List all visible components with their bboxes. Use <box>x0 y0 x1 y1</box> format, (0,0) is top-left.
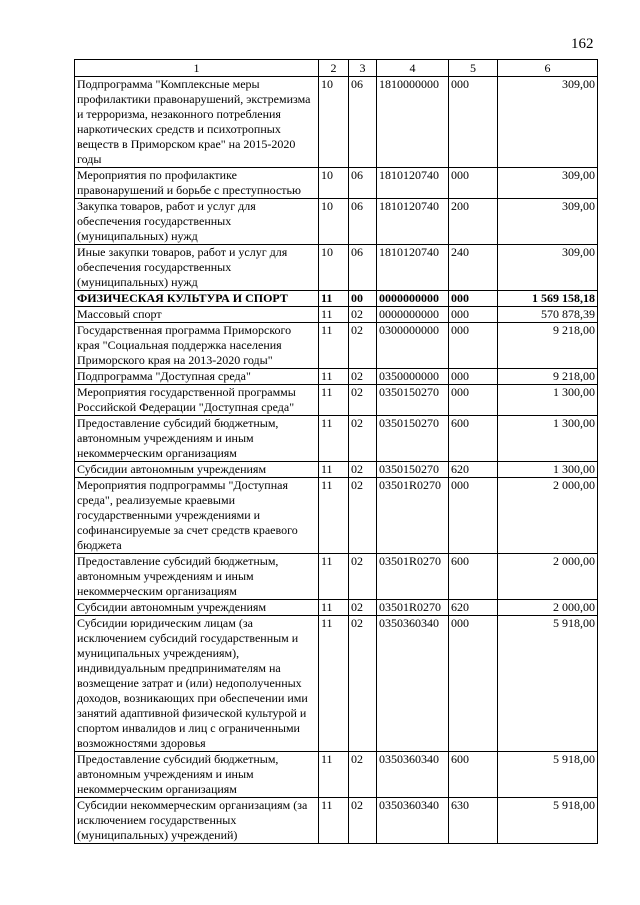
subsection-code-cell: 02 <box>349 554 377 600</box>
row-name-cell: ФИЗИЧЕСКАЯ КУЛЬТУРА И СПОРТ <box>75 291 319 307</box>
amount-cell: 309,00 <box>498 168 598 199</box>
target-article-cell: 0350360340 <box>377 752 449 798</box>
row-name-cell: Субсидии автономным учреждениям <box>75 462 319 478</box>
target-article-cell: 0350150270 <box>377 462 449 478</box>
subsection-code-cell: 02 <box>349 462 377 478</box>
amount-cell: 309,00 <box>498 245 598 291</box>
row-name-cell: Мероприятия по профилактике правонарушений и борьбе с преступностью <box>75 168 319 199</box>
amount-cell: 1 569 158,18 <box>498 291 598 307</box>
section-code-cell: 11 <box>319 752 349 798</box>
table-row <box>75 307 598 323</box>
section-code-cell: 10 <box>319 77 349 168</box>
header-cell-1: 1 <box>75 60 319 77</box>
table-row <box>75 616 598 752</box>
row-name-cell: Предоставление субсидий бюджетным, автономным учреждениям и иным некоммерческим организациям <box>75 554 319 600</box>
target-article-cell: 0000000000 <box>377 291 449 307</box>
amount-cell: 570 878,39 <box>498 307 598 323</box>
header-cell-2: 2 <box>319 60 349 77</box>
target-article-cell: 0350150270 <box>377 416 449 462</box>
expense-type-cell: 600 <box>449 554 498 600</box>
amount-cell: 1 300,00 <box>498 416 598 462</box>
table-row <box>75 245 598 291</box>
expense-type-cell: 000 <box>449 291 498 307</box>
row-name-cell: Мероприятия подпрограммы "Доступная среда", реализуемые краевыми государственными учреждениями и софинансируемые за счет средств краевого бюджета <box>75 478 319 554</box>
section-code-cell: 11 <box>319 798 349 844</box>
budget-table <box>74 59 598 844</box>
table-row <box>75 199 598 245</box>
subsection-code-cell: 02 <box>349 369 377 385</box>
subsection-code-cell: 02 <box>349 385 377 416</box>
row-name-cell: Закупка товаров, работ и услуг для обеспечения государственных (муниципальных) нужд <box>75 199 319 245</box>
subsection-code-cell: 06 <box>349 245 377 291</box>
row-name-cell: Субсидии автономным учреждениям <box>75 600 319 616</box>
table-row <box>75 478 598 554</box>
table-row <box>75 798 598 844</box>
subsection-code-cell: 06 <box>349 199 377 245</box>
header-cell-6: 6 <box>498 60 598 77</box>
amount-cell: 2 000,00 <box>498 554 598 600</box>
target-article-cell: 1810120740 <box>377 199 449 245</box>
section-code-cell: 11 <box>319 554 349 600</box>
section-code-cell: 11 <box>319 307 349 323</box>
section-code-cell: 10 <box>319 199 349 245</box>
amount-cell: 2 000,00 <box>498 600 598 616</box>
page-number: 162 <box>571 36 594 52</box>
expense-type-cell: 000 <box>449 168 498 199</box>
row-name-cell: Предоставление субсидий бюджетным, автономным учреждениям и иным некоммерческим организациям <box>75 416 319 462</box>
row-name-cell: Предоставление субсидий бюджетным, автономным учреждениям и иным некоммерческим организациям <box>75 752 319 798</box>
subsection-code-cell: 02 <box>349 600 377 616</box>
target-article-cell: 0350150270 <box>377 385 449 416</box>
target-article-cell: 03501R0270 <box>377 554 449 600</box>
header-cell-4: 4 <box>377 60 449 77</box>
subsection-code-cell: 06 <box>349 77 377 168</box>
target-article-cell: 03501R0270 <box>377 600 449 616</box>
amount-cell: 1 300,00 <box>498 462 598 478</box>
subsection-code-cell: 02 <box>349 752 377 798</box>
table-row <box>75 77 598 168</box>
subsection-code-cell: 02 <box>349 616 377 752</box>
expense-type-cell: 600 <box>449 416 498 462</box>
table-row <box>75 168 598 199</box>
expense-type-cell: 240 <box>449 245 498 291</box>
table-row <box>75 554 598 600</box>
target-article-cell: 0350000000 <box>377 369 449 385</box>
header-cell-5: 5 <box>449 60 498 77</box>
target-article-cell: 1810120740 <box>377 168 449 199</box>
section-code-cell: 10 <box>319 168 349 199</box>
header-row <box>75 60 598 77</box>
subsection-code-cell: 02 <box>349 478 377 554</box>
table-row <box>75 462 598 478</box>
section-code-cell: 11 <box>319 369 349 385</box>
table-row <box>75 385 598 416</box>
row-name-cell: Подпрограмма "Комплексные меры профилактики правонарушений, экстремизма и терроризма, незаконного потребления наркотических средств и психотропных веществ в Приморском крае" на 2015-2020 годы <box>75 77 319 168</box>
expense-type-cell: 630 <box>449 798 498 844</box>
amount-cell: 9 218,00 <box>498 323 598 369</box>
expense-type-cell: 000 <box>449 307 498 323</box>
target-article-cell: 0350360340 <box>377 616 449 752</box>
expense-type-cell: 600 <box>449 752 498 798</box>
subsection-code-cell: 02 <box>349 416 377 462</box>
amount-cell: 1 300,00 <box>498 385 598 416</box>
amount-cell: 309,00 <box>498 199 598 245</box>
section-code-cell: 11 <box>319 462 349 478</box>
expense-type-cell: 620 <box>449 462 498 478</box>
section-code-cell: 11 <box>319 616 349 752</box>
amount-cell: 5 918,00 <box>498 616 598 752</box>
expense-type-cell: 000 <box>449 77 498 168</box>
subsection-code-cell: 00 <box>349 291 377 307</box>
table-row <box>75 600 598 616</box>
amount-cell: 309,00 <box>498 77 598 168</box>
expense-type-cell: 620 <box>449 600 498 616</box>
expense-type-cell: 000 <box>449 323 498 369</box>
amount-cell: 2 000,00 <box>498 478 598 554</box>
expense-type-cell: 000 <box>449 478 498 554</box>
table-row <box>75 323 598 369</box>
amount-cell: 9 218,00 <box>498 369 598 385</box>
amount-cell: 5 918,00 <box>498 752 598 798</box>
row-name-cell: Государственная программа Приморского края "Социальная поддержка населения Приморского края на 2013-2020 годы" <box>75 323 319 369</box>
row-name-cell: Массовый спорт <box>75 307 319 323</box>
table-row <box>75 291 598 307</box>
row-name-cell: Субсидии некоммерческим организациям (за исключением государственных (муниципальных) учреждений) <box>75 798 319 844</box>
row-name-cell: Подпрограмма "Доступная среда" <box>75 369 319 385</box>
subsection-code-cell: 06 <box>349 168 377 199</box>
target-article-cell: 0350360340 <box>377 798 449 844</box>
expense-type-cell: 000 <box>449 369 498 385</box>
row-name-cell: Субсидии юридическим лицам (за исключением субсидий государственным и муниципальных учреждениям), индивидуальным предпринимателям на возмещение затрат и (или) недополученных доходов, возникающих при обеспечении ими занятий адаптивной физической культурой и спортом инвалидов и лиц с ограниченными возможностями здоровья <box>75 616 319 752</box>
section-code-cell: 11 <box>319 291 349 307</box>
expense-type-cell: 000 <box>449 385 498 416</box>
section-code-cell: 11 <box>319 416 349 462</box>
subsection-code-cell: 02 <box>349 307 377 323</box>
target-article-cell: 1810120740 <box>377 245 449 291</box>
subsection-code-cell: 02 <box>349 798 377 844</box>
section-code-cell: 11 <box>319 600 349 616</box>
expense-type-cell: 000 <box>449 616 498 752</box>
subsection-code-cell: 02 <box>349 323 377 369</box>
target-article-cell: 1810000000 <box>377 77 449 168</box>
section-code-cell: 11 <box>319 478 349 554</box>
table-row <box>75 752 598 798</box>
section-code-cell: 11 <box>319 385 349 416</box>
table-row <box>75 416 598 462</box>
section-code-cell: 11 <box>319 323 349 369</box>
section-code-cell: 10 <box>319 245 349 291</box>
table-row <box>75 369 598 385</box>
amount-cell: 5 918,00 <box>498 798 598 844</box>
expense-type-cell: 200 <box>449 199 498 245</box>
row-name-cell: Мероприятия государственной программы Российской Федерации "Доступная среда" <box>75 385 319 416</box>
target-article-cell: 0000000000 <box>377 307 449 323</box>
row-name-cell: Иные закупки товаров, работ и услуг для обеспечения государственных (муниципальных) нужд <box>75 245 319 291</box>
header-cell-3: 3 <box>349 60 377 77</box>
target-article-cell: 0300000000 <box>377 323 449 369</box>
target-article-cell: 03501R0270 <box>377 478 449 554</box>
